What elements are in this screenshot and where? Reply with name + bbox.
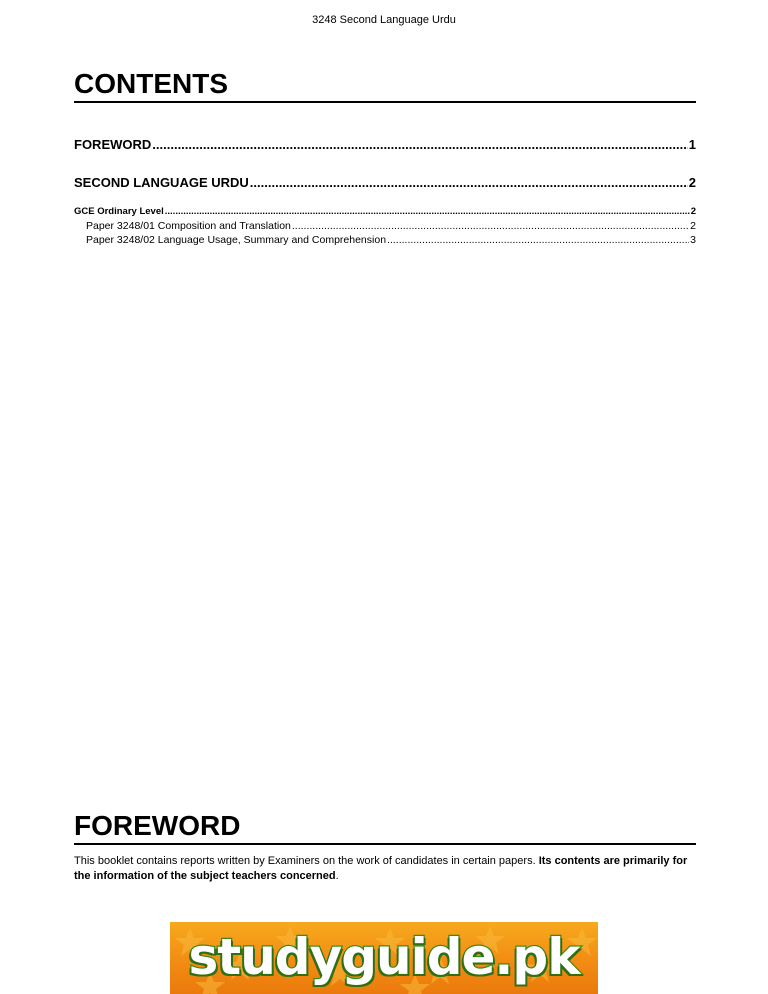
toc-entry-label: FOREWORD [74, 137, 152, 152]
toc-page-number: 1 [688, 137, 696, 152]
contents-title: CONTENTS [74, 68, 696, 103]
toc-entry-label: Paper 3248/01 Composition and Translation [86, 220, 291, 232]
running-header: 3248 Second Language Urdu [312, 14, 456, 26]
foreword-title: FOREWORD [74, 810, 696, 845]
toc-leader-dots [387, 234, 689, 246]
foreword-text-plain: This booklet contains reports written by Examiners on the work of candidates in certain papers. [74, 855, 539, 867]
foreword-paragraph [74, 854, 696, 884]
toc-entry-foreword[interactable] [74, 137, 696, 152]
studyguide-logo-text: studyguide.pk [188, 928, 580, 986]
toc-leader-dots [292, 220, 689, 232]
foreword-text-bold: Its contents are primarily for the information of the subject teachers concerned [74, 855, 688, 882]
toc-entry-second-language-urdu[interactable] [74, 175, 696, 190]
studyguide-logo-banner[interactable] [170, 922, 598, 994]
toc-entry-paper-02[interactable] [74, 234, 696, 246]
toc-leader-dots [165, 206, 690, 217]
foreword-text-end: . [335, 870, 339, 882]
toc-leader-dots [152, 137, 687, 152]
toc-page-number: 2 [690, 206, 696, 217]
toc-entry-gce-ordinary-level[interactable] [74, 206, 696, 217]
toc-entry-label: Paper 3248/02 Language Usage, Summary and Comprehension [86, 234, 387, 246]
toc-leader-dots [250, 175, 688, 190]
toc-page-number: 3 [690, 234, 696, 246]
toc-entry-paper-01[interactable] [74, 220, 696, 232]
toc-entry-label: GCE Ordinary Level [74, 206, 164, 217]
toc-page-number: 2 [688, 175, 696, 190]
toc-entry-label: SECOND LANGUAGE URDU [74, 175, 249, 190]
toc-page-number: 2 [690, 220, 696, 232]
